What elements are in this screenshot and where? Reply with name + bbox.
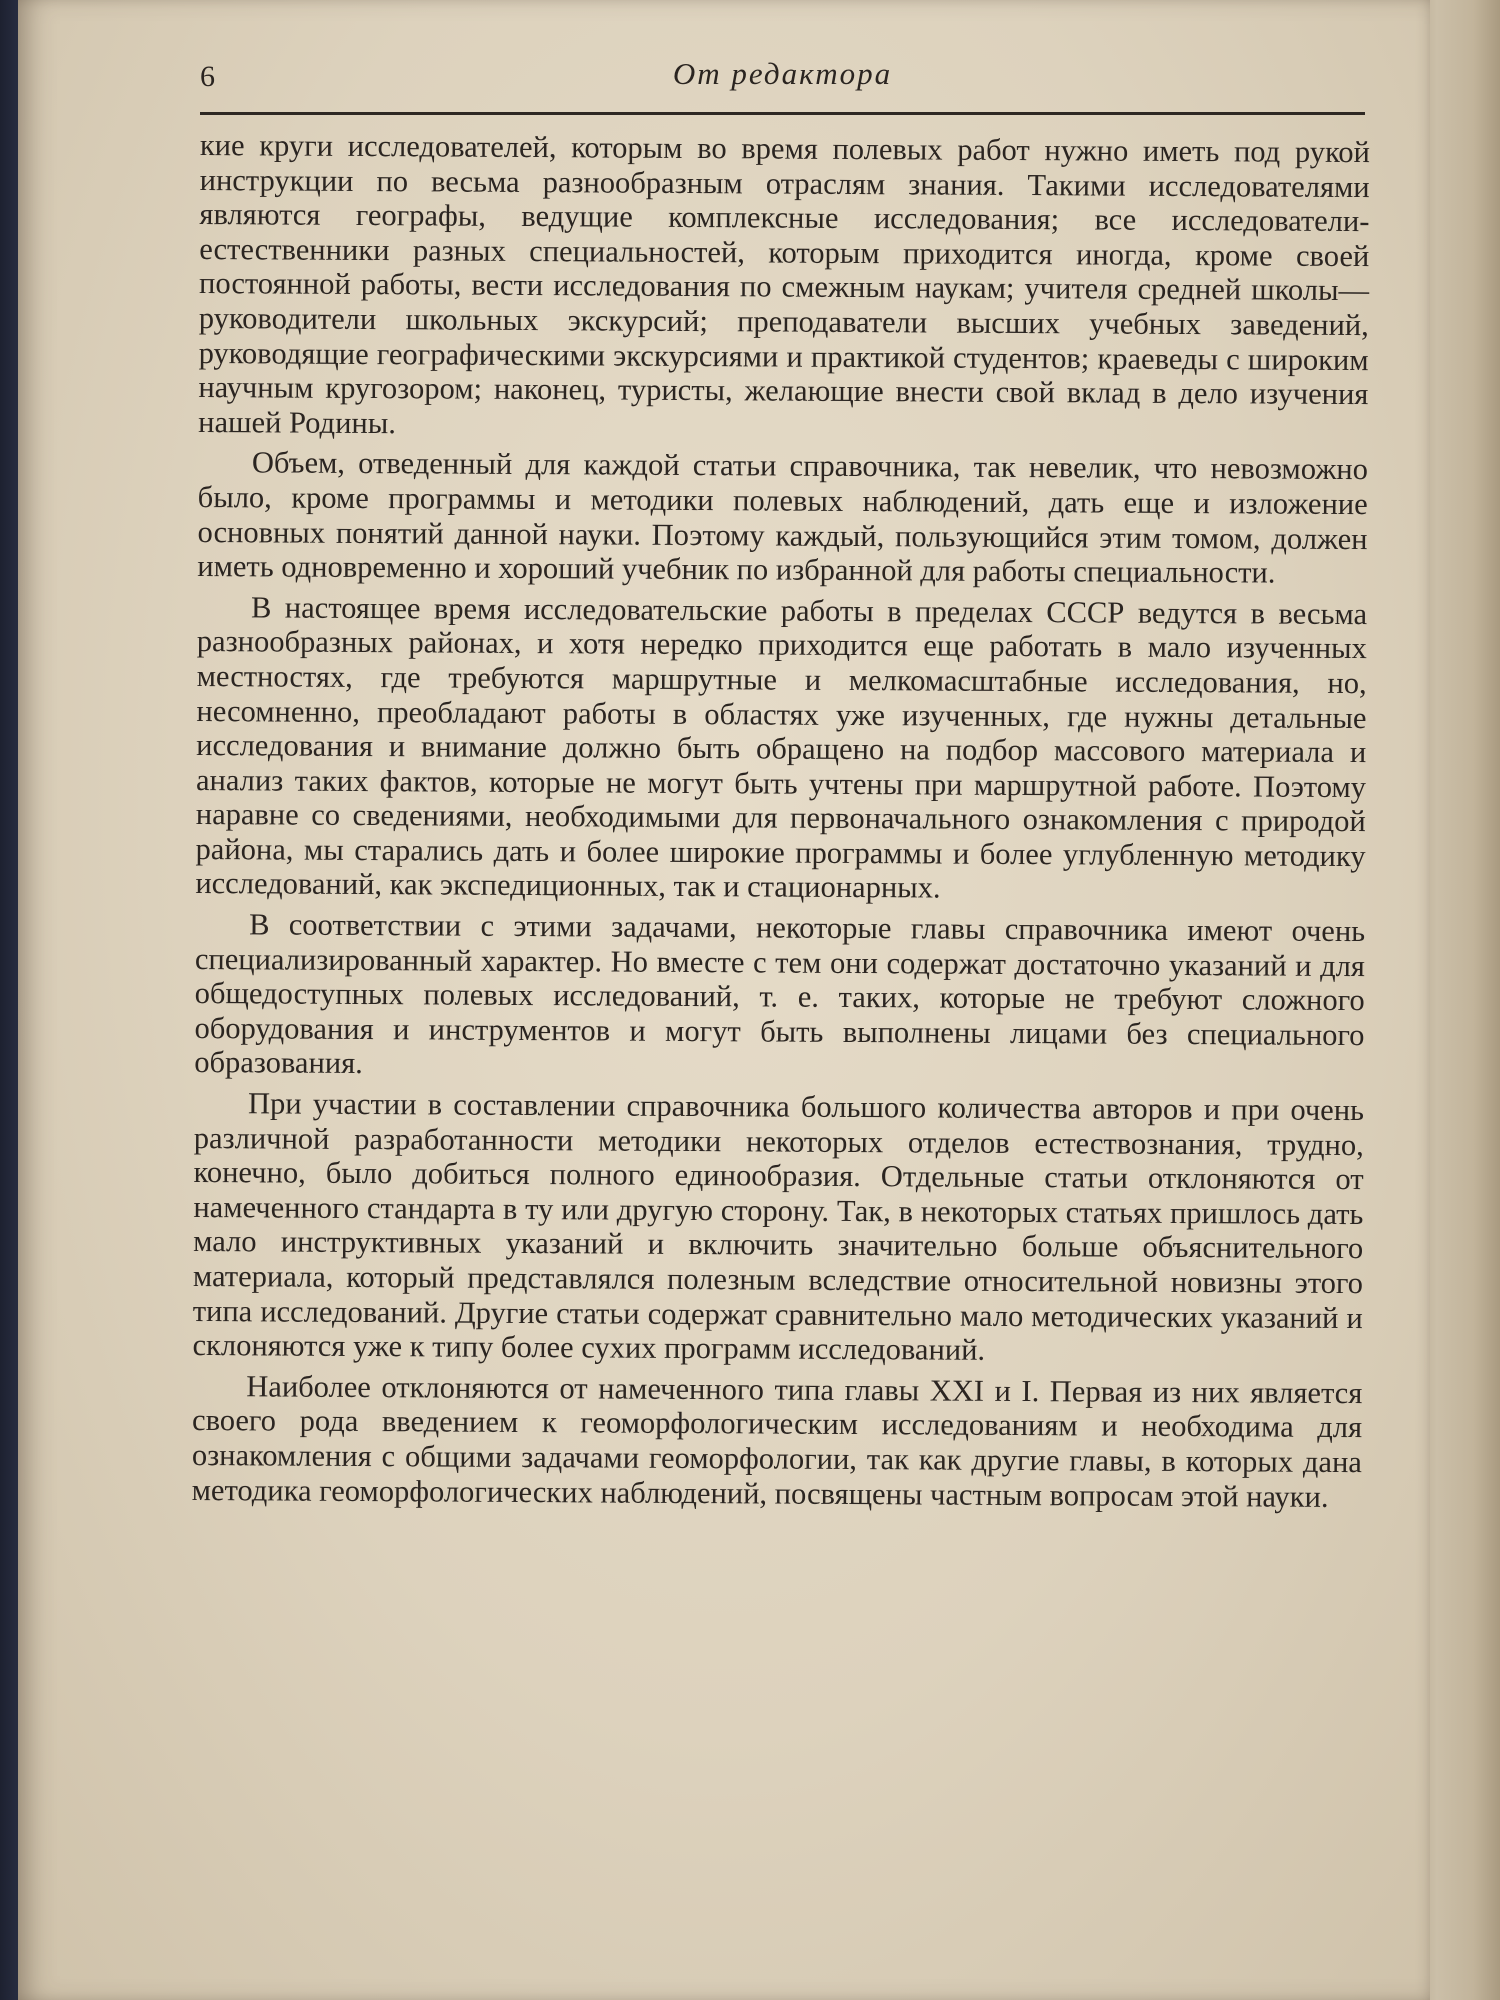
page-header [200, 52, 1365, 115]
paragraph: Наиболее отклоняются от намеченного типа главы XXI и I. Первая из них является своего рода введением к геоморфологическим исследованиям и необходима для ознакомления с общими задачами геоморфологии, так как другие главы, в которых дана методика геоморфологических наблюдений, посвящены частным вопросам этой науки. [191, 1369, 1363, 1514]
paragraph: В соответствии с этими задачами, некоторые главы справочника имеют очень специализированный характер. Но вместе с тем они содержат достаточно указаний и для общедоступных полевых исследований, т. е. таких, которые не требуют сложного оборудования и инструментов и могут быть выполнены лицами без специального образования. [194, 907, 1366, 1081]
body-text [192, 128, 1370, 1514]
paragraph: В настоящее время исследовательские работы в пределах СССР ведутся в весьма разнообразных районах, и хотя нередко приходится еще работать в мало изученных местностях, где требуются маршрутные и мелкомасштабные исследования, но, несомненно, преобладают работы в областях уже изученных, где нужны детальные исследования и внимание должно быть обращено на подбор массового материала и анализ таких фактов, которые не могут быть учтены при маршрутной работе. Поэтому наравне со сведениями, необходимыми для первоначального ознакомления с природой района, мы старались дать и более широкие программы и более углубленную методику исследований, как экспедиционных, так и стационарных. [195, 590, 1368, 906]
running-head: От редактора [672, 56, 893, 91]
paragraph: Объем, отведенный для каждой статьи справочника, так невелик, что невозможно было, кроме программы и методики полевых наблюдений, дать еще и изложение основных понятий данной науки. Поэтому каждый, пользующийся этим томом, должен иметь одновременно и хороший учебник по избранной для работы специальности. [197, 445, 1369, 590]
paragraph: кие круги исследователей, которым во время полевых работ нужно иметь под рукой инструкции по весьма разнообразным отраслям знания. Такими исследователями являются географы, ведущие комплексные исследования; все исследователи-естественники разных специальностей, которым приходится иногда, кроме своей постоянной работы, вести исследования по смежным наукам; учителя средней школы—руководители школьных экскурсий; преподаватели высших учебных заведений, руководящие географическими экскурсиями и практикой студентов; краеведы с широким научным кругозором; наконец, туристы, желающие внести свой вклад в дело изучения нашей Родины. [198, 128, 1370, 440]
page-number: 6 [200, 60, 215, 93]
paragraph: При участии в составлении справочника большого количества авторов и при очень различной разработанности методики некоторых отделов естествознания, трудно, конечно, было добиться полного единообразия. Отдельные статьи отклоняются от намеченного стандарта в ту или другую сторону. Так, в некоторых статьях пришлось дать мало инструктивных указаний и включить значительно больше объяснительного материала, который представлялся полезным вследствие относительной новизны этого типа исследований. Другие статьи содержат сравнительно мало методических указаний и склоняются уже к типу более сухих программ исследований. [192, 1086, 1365, 1368]
